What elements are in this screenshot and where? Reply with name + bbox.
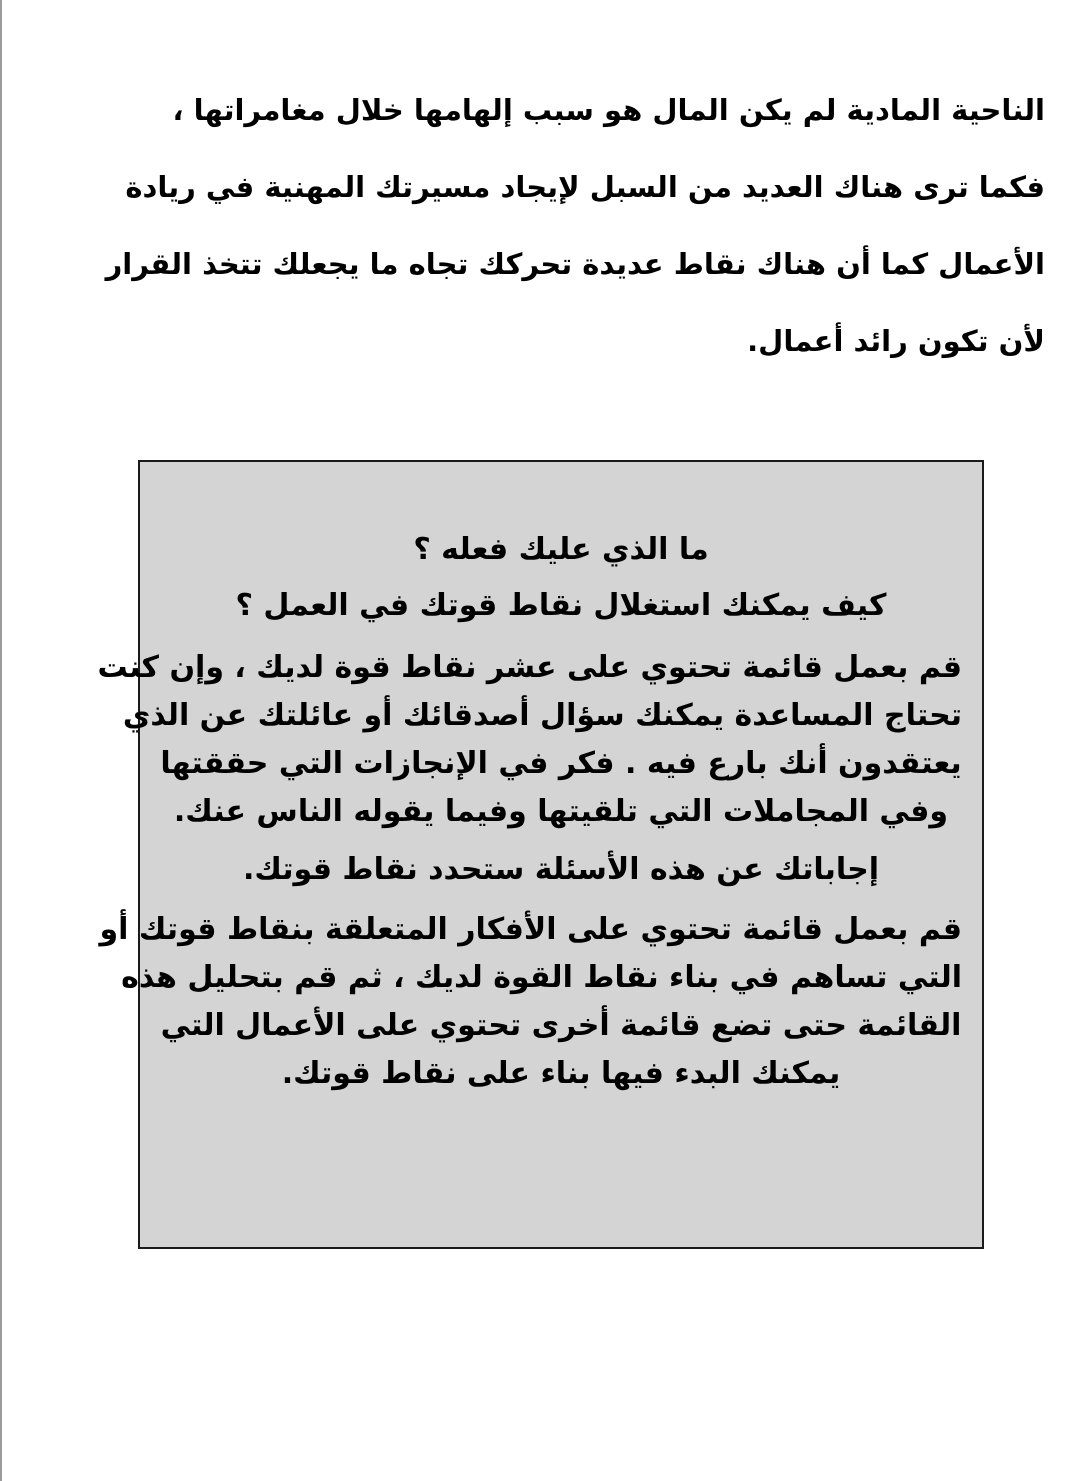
callout-answer-line: إجاباتك عن هذه الأسئلة ستحدد نقاط قوتك. [242,852,880,887]
callout-paragraph-strengths-list [97,644,962,836]
intro-paragraph [100,72,1045,380]
intro-line: الأعمال كما أن هناك نقاط عديدة تحركك تجاه ما يجعلك تتخذ القرار [105,247,1045,281]
intro-line: الناحية المادية لم يكن المال هو سبب إلهامها خلال مغامراتها ، [172,93,1045,127]
paragraph-line: القائمة حتى تضع قائمة أخرى تحتوي على الأعمال التي [160,1008,962,1043]
paragraph-line: التي تساهم في بناء نقاط القوة لديك ، ثم قم بتحليل هذه [121,960,962,995]
callout-content [97,522,962,1098]
paragraph-line: قم بعمل قائمة تحتوي على الأفكار المتعلقة بنقاط قوتك أو [99,912,962,947]
paragraph-line: يعتقدون أنك بارع فيه . فكر في الإنجازات التي حققتها [160,746,962,781]
paragraph-line: قم بعمل قائمة تحتوي على عشر نقاط قوة لديك ، وإن كنت [97,650,962,685]
callout-question-what: ما الذي عليك فعله ؟ [413,532,709,567]
intro-line: لأن تكون رائد أعمال. [747,324,1045,358]
intro-line: فكما ترى هناك العديد من السبل لإيجاد مسيرتك المهنية في ريادة [125,170,1045,204]
callout-paragraph-ideas-list [99,906,962,1098]
paragraph-line: تحتاج المساعدة يمكنك سؤال أصدقائك أو عائلتك عن الذي [122,698,962,733]
paragraph-line: وفي المجاملات التي تلقيتها وفيما يقوله الناس عنك. [173,794,949,829]
callout-question-how: كيف يمكنك استغلال نقاط قوتك في العمل ؟ [235,588,887,623]
paragraph-line: يمكنك البدء فيها بناء على نقاط قوتك. [281,1056,841,1091]
callout-box [97,460,984,1249]
page-left-border [0,0,2,1481]
